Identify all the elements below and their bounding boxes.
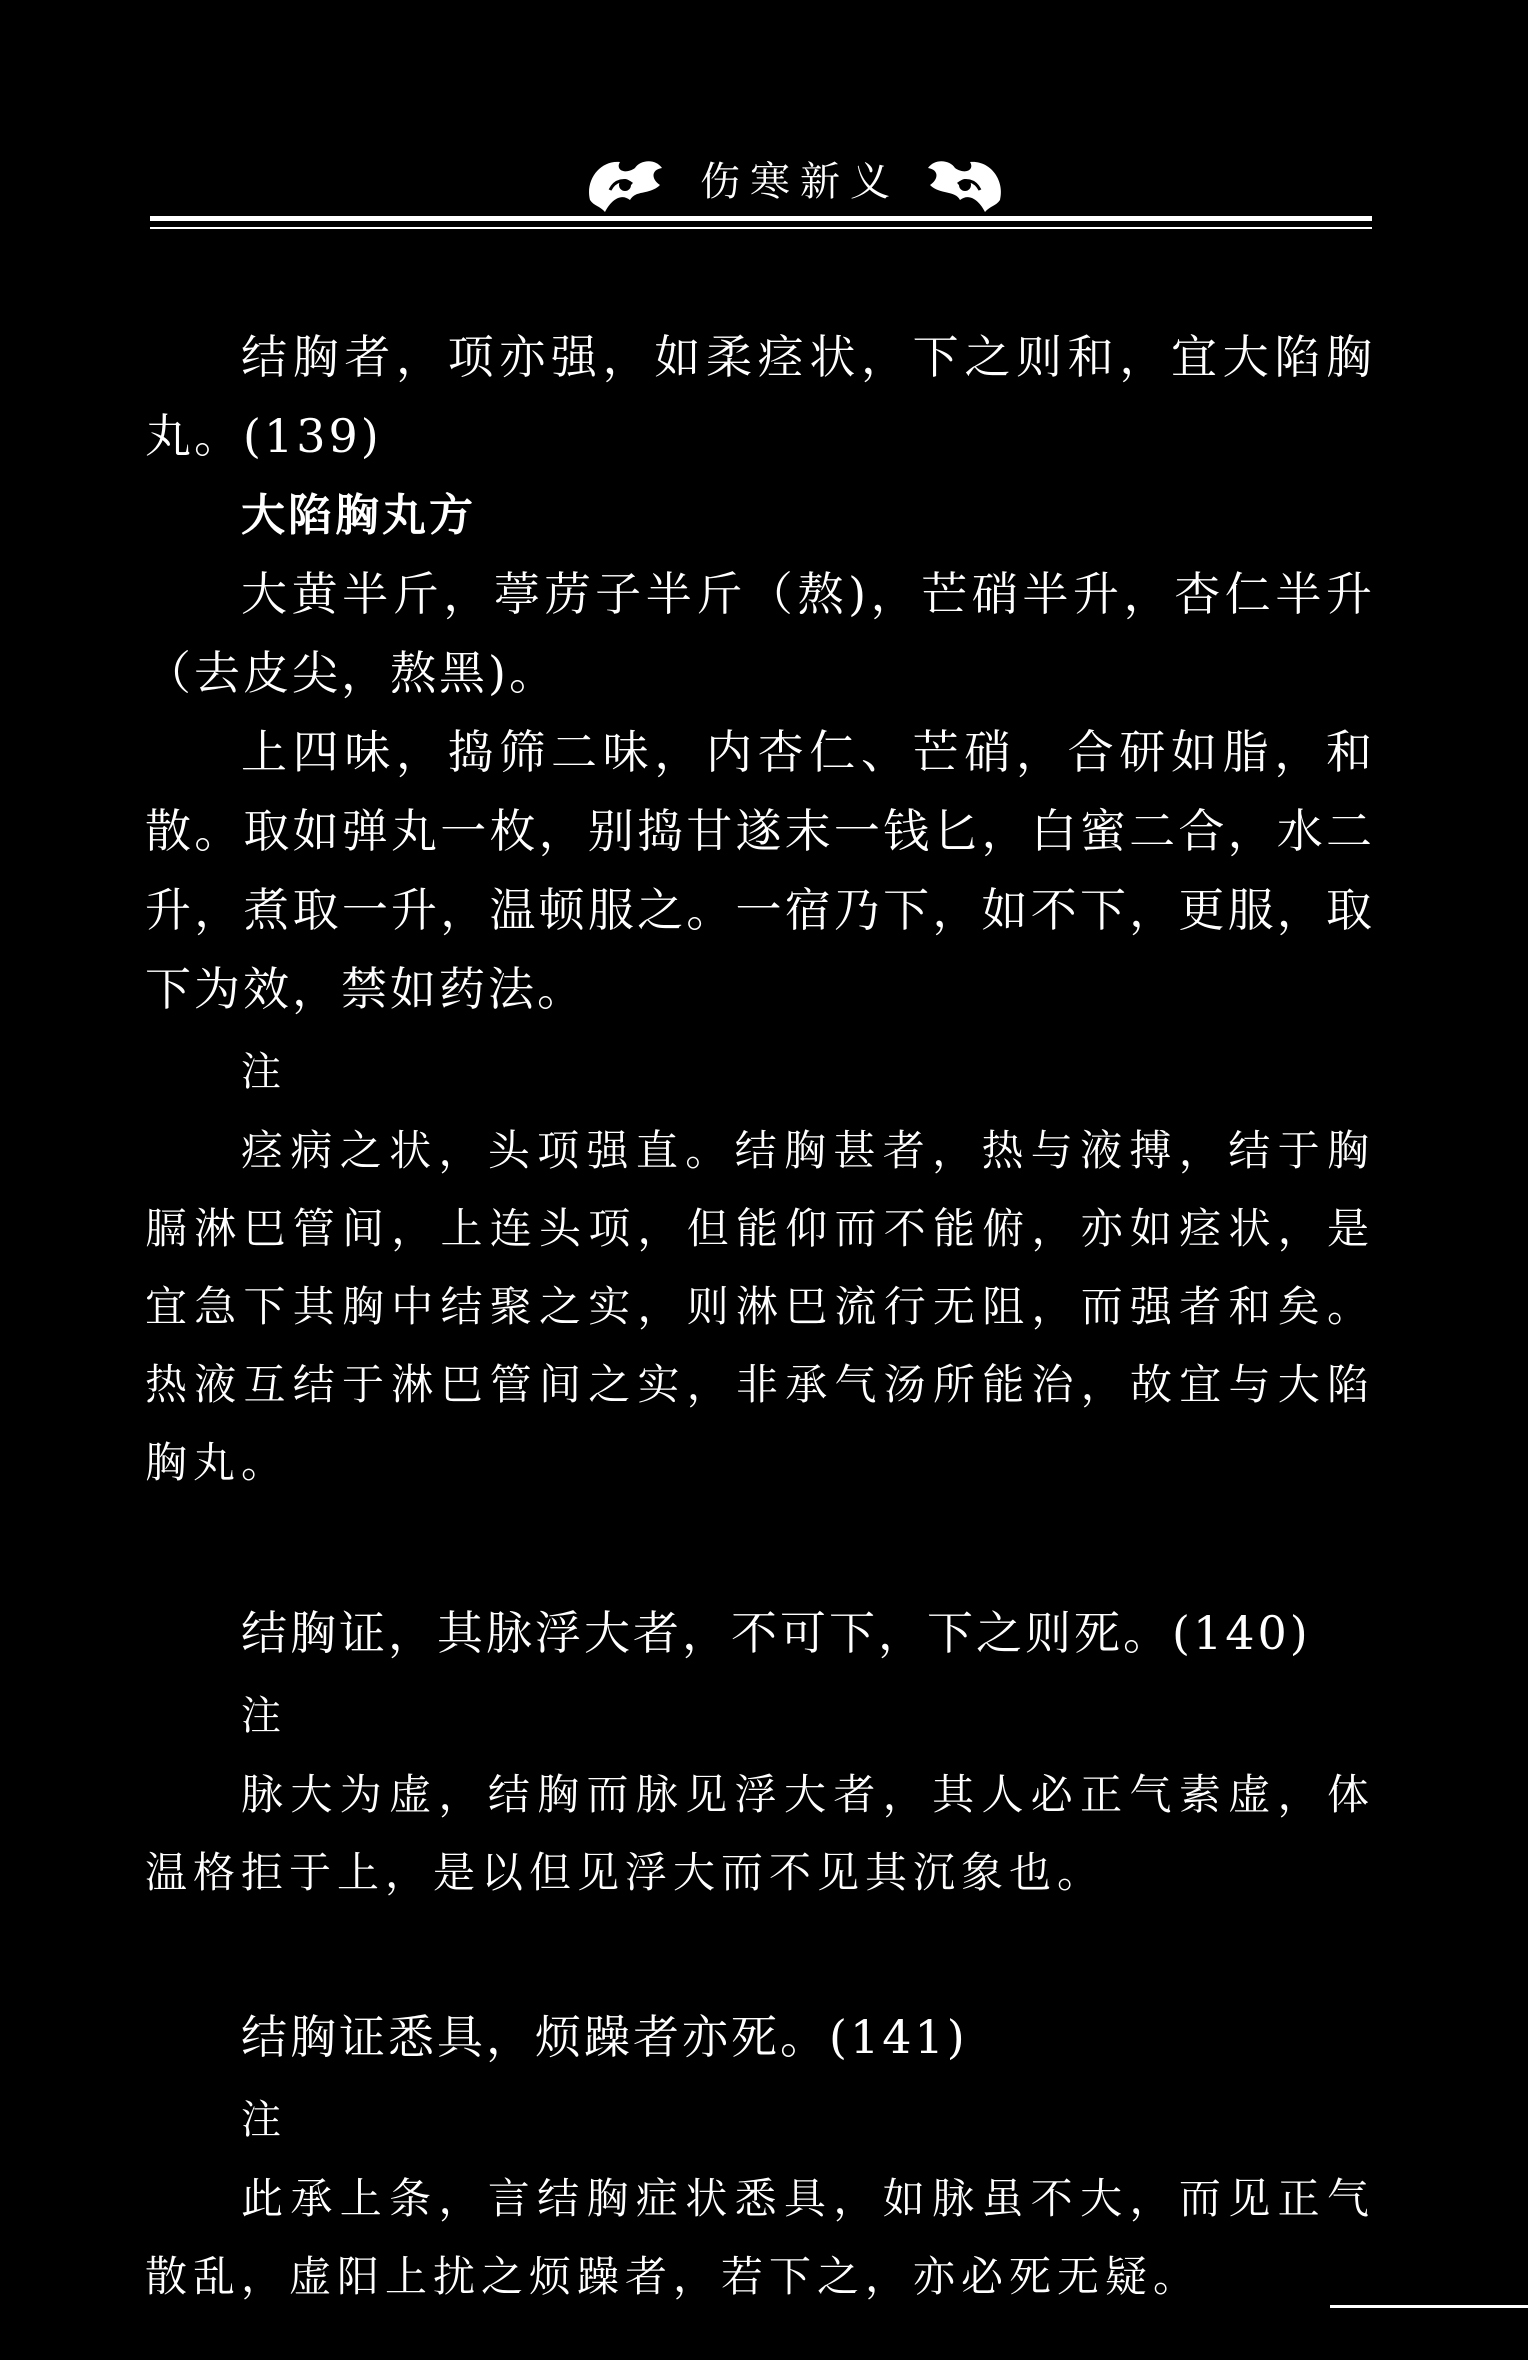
floral-ornament-icon: [920, 140, 1010, 220]
clause-141: 结胸证悉具，烦躁者亦死。(141): [241, 2010, 968, 2064]
header-rule-thin: [150, 227, 1372, 229]
note-label-141: 注: [241, 2097, 281, 2143]
clause-139: 结胸者，项亦强，如柔痉状，下之则和，宜大陷胸丸。(139): [145, 330, 1375, 463]
page-body: [145, 318, 1375, 2316]
section-gap: [145, 1912, 1375, 1998]
page-header: [150, 130, 1372, 240]
note-text-139: 痉病之状，头项强直。结胸甚者，热与液搏，结于胸膈淋巴管间，上连头项，但能仰而不能俯，亦如痉状，是宜急下其胸中结聚之实，则淋巴流行无阻，而强者和矣。热液互结于淋巴管间之实，非承气汤所能治，故宜与大陷胸丸。: [145, 1126, 1375, 1487]
formula-ingredients: 大黄半斤，葶苈子半斤（熬)，芒硝半升，杏仁半升（去皮尖，熬黑)。: [145, 567, 1375, 700]
floral-ornament-icon: [580, 140, 670, 220]
note-text-140: 脉大为虚，结胸而脉见浮大者，其人必正气素虚，体温格拒于上，是以但见浮大而不见其沉象也。: [145, 1770, 1375, 1897]
footer-rule: [1330, 2305, 1528, 2308]
formula-method: 上四味，捣筛二味，内杏仁、芒硝，合研如脂，和散。取如弹丸一枚，别捣甘遂末一钱匕，白蜜二合，水二升，煮取一升，温顿服之。一宿乃下，如不下，更服，取下为效，禁如药法。: [145, 725, 1375, 1016]
running-header-title: 伤寒新义: [700, 159, 900, 205]
clause-140: 结胸证，其脉浮大者，不可下，下之则死。(140): [241, 1606, 1311, 1660]
section-gap: [145, 1502, 1375, 1594]
note-label-140: 注: [241, 1693, 281, 1739]
formula-heading: 大陷胸丸方: [241, 490, 476, 541]
header-rule-thick: [150, 216, 1372, 221]
note-label-139: 注: [241, 1049, 281, 1095]
note-text-141: 此承上条，言结胸症状悉具，如脉虽不大，而见正气散乱，虚阳上扰之烦躁者，若下之，亦必死无疑。: [145, 2174, 1375, 2301]
